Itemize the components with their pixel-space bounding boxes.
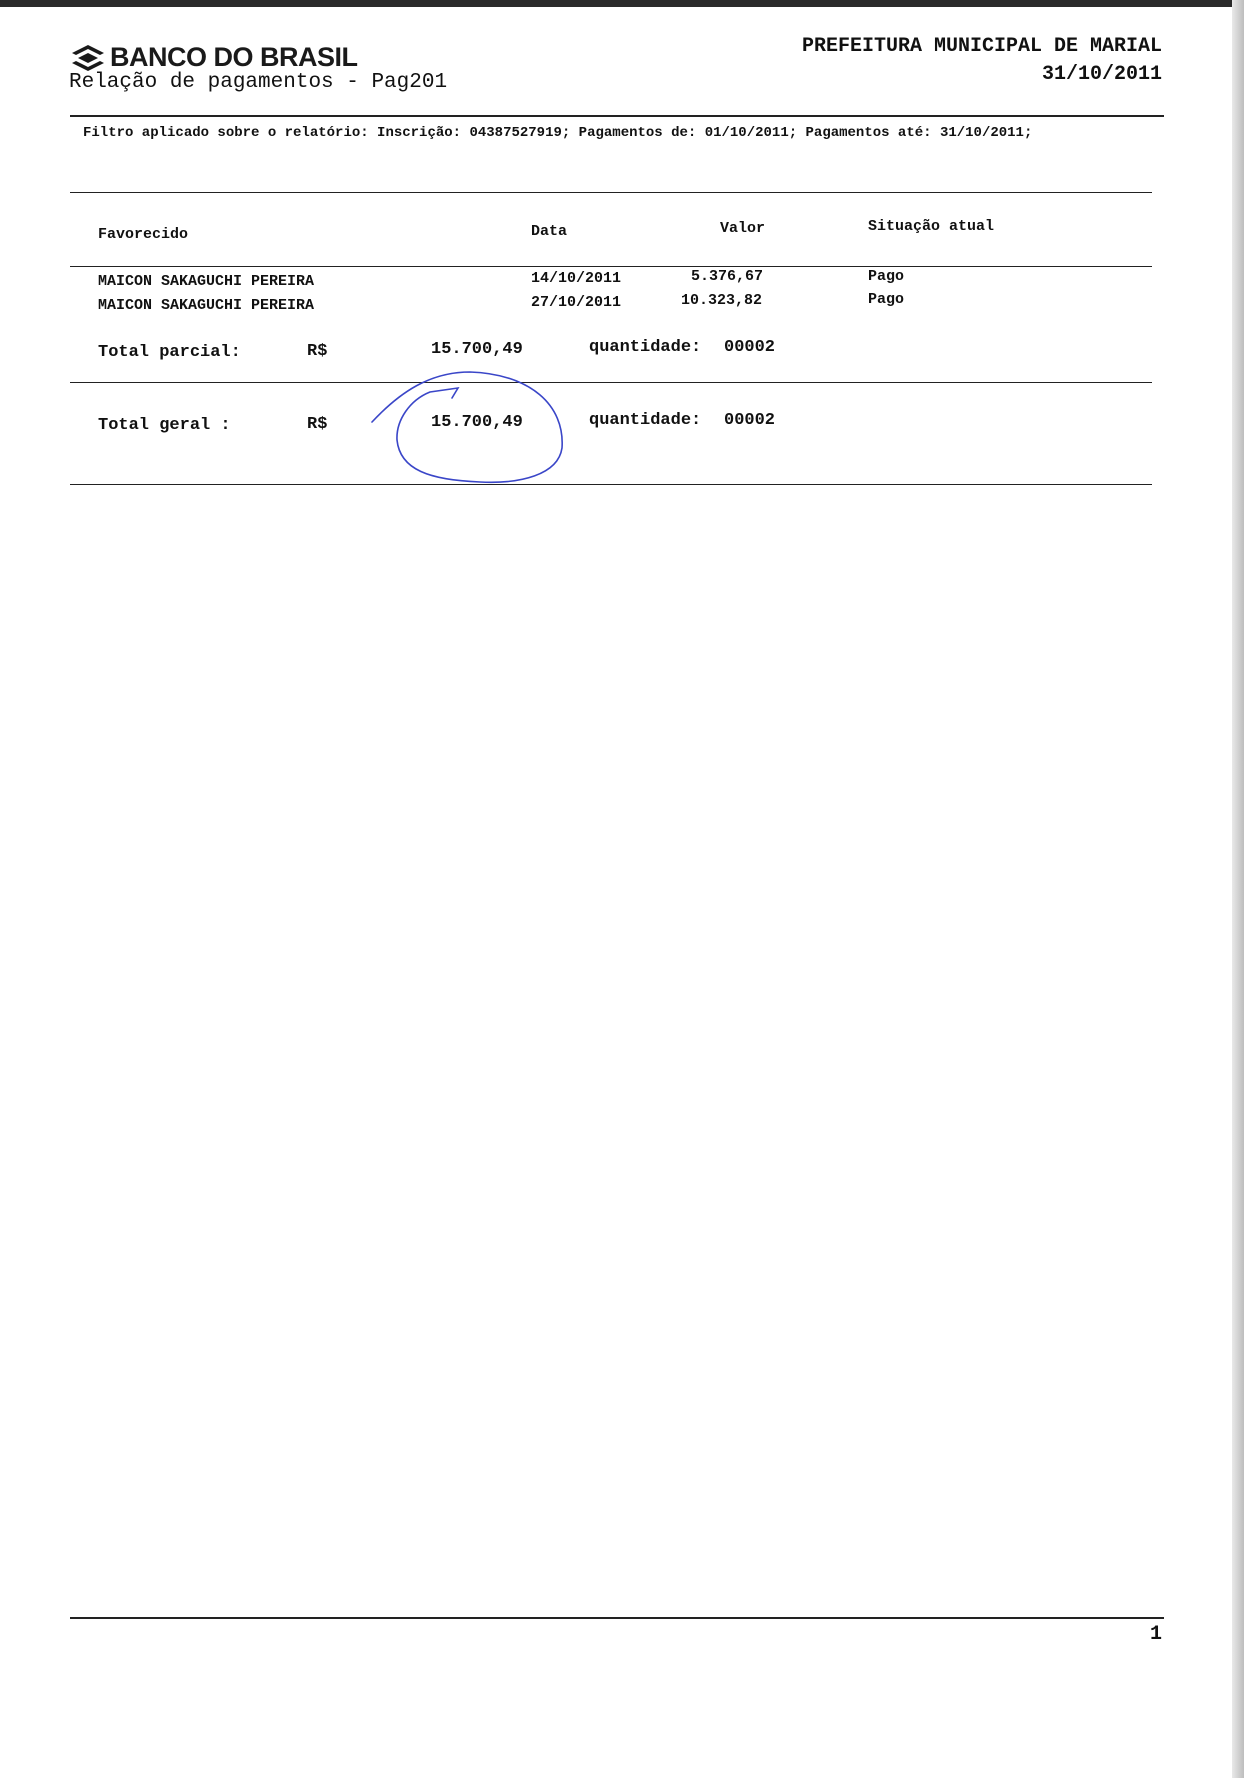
total-geral-qty: 00002 [724, 411, 776, 430]
column-header-valor: Valor [720, 220, 766, 237]
column-header-situacao: Situação atual [868, 218, 995, 235]
table-row-2-valor: 10.323,82 [681, 292, 763, 309]
table-row-1-situacao: Pago [868, 268, 905, 285]
column-header-data: Data [531, 223, 568, 240]
bank-name: BANCO DO BRASIL [110, 42, 358, 72]
table-row-2-data: 27/10/2011 [531, 294, 622, 311]
total-geral-value: 15.700,49 [431, 413, 523, 432]
footer-divider [70, 1617, 1164, 1619]
table-row-2-situacao: Pago [868, 291, 905, 308]
table-row-1-valor: 5.376,67 [691, 268, 764, 285]
total-geral-currency: R$ [307, 415, 328, 434]
page-number: 1 [1149, 1623, 1162, 1646]
total-parcial-value: 15.700,49 [431, 340, 523, 359]
table-row-1-favorecido: MAICON SAKAGUCHI PEREIRA [98, 273, 315, 290]
organization-name: PREFEITURA MUNICIPAL DE MARIAL [801, 35, 1162, 58]
total-geral-qty-label: quantidade: [589, 411, 702, 430]
table-row-1-data: 14/10/2011 [531, 270, 622, 287]
total-geral-label: Total geral : [98, 416, 231, 435]
total-parcial-currency: R$ [307, 342, 328, 361]
total-parcial-qty: 00002 [724, 338, 776, 357]
filter-text: Filtro aplicado sobre o relatório: Inscrição: 04387527919; Pagamentos de: 01/10/2011; Pagamentos até: 31/10/2011; [83, 125, 1033, 141]
table-row-2-favorecido: MAICON SAKAGUCHI PEREIRA [98, 297, 315, 314]
report-title: Relação de pagamentos - Pag201 [69, 71, 448, 94]
column-header-favorecido: Favorecido [98, 226, 189, 243]
report-date: 31/10/2011 [1041, 63, 1162, 86]
total-parcial-label: Total parcial: [98, 343, 241, 362]
total-parcial-qty-label: quantidade: [589, 338, 702, 357]
